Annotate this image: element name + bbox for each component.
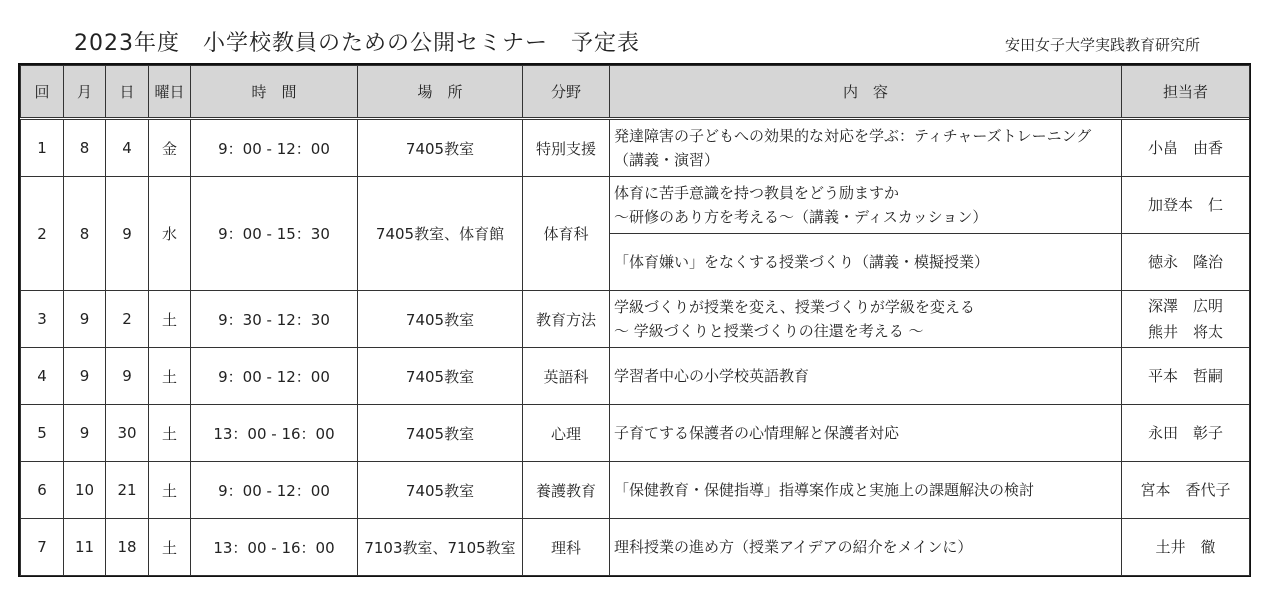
cell-content: 理科授業の進め方（授業アイデアの紹介をメインに）: [610, 519, 1122, 576]
cell-content: 発達障害の子どもへの効果的な対応を学ぶ：ティチャーズトレーニング（講義・演習）: [610, 119, 1122, 177]
cell-month: 8: [64, 119, 106, 177]
cell-day: 18: [106, 519, 149, 576]
content-line: 体育に苦手意識を持つ教員をどう励ますか: [614, 184, 900, 202]
table-row: [21, 348, 1250, 405]
cell-content: 子育てする保護者の心情理解と保護者対応: [610, 405, 1122, 462]
col-header-time: 時 間: [191, 66, 358, 119]
cell-field: 理科: [523, 519, 610, 576]
cell-content: [610, 291, 1122, 348]
cell-weekday: 土: [149, 462, 191, 519]
cell-content: 「体育嫌い」をなくする授業づくり（講義・模擬授業）: [610, 234, 1122, 291]
cell-day: 9: [106, 177, 149, 291]
table-row: [21, 119, 1250, 177]
cell-no: 2: [21, 177, 64, 291]
cell-time: 9：00 - 15：30: [191, 177, 358, 291]
cell-time: 9：30 - 12：30: [191, 291, 358, 348]
col-header-weekday: 曜日: [149, 66, 191, 119]
cell-person: 平本 哲嗣: [1122, 348, 1250, 405]
col-header-person: 担当者: [1122, 66, 1250, 119]
cell-no: 1: [21, 119, 64, 177]
cell-place: 7405教室: [358, 291, 523, 348]
person-line: 深澤 広明: [1147, 297, 1223, 315]
table-row: [21, 462, 1250, 519]
cell-field: 養護教育: [523, 462, 610, 519]
cell-no: 6: [21, 462, 64, 519]
content-line: ～ 学級づくりと授業づくりの往還を考える ～: [614, 322, 924, 340]
cell-field: 体育科: [523, 177, 610, 291]
cell-field: 英語科: [523, 348, 610, 405]
cell-field: 心理: [523, 405, 610, 462]
organization-name: 安田女子大学実践教育研究所: [1004, 36, 1200, 54]
cell-place: 7405教室: [358, 119, 523, 177]
col-header-place: 場 所: [358, 66, 523, 119]
col-header-month: 月: [64, 66, 106, 119]
cell-person: 土井 徹: [1122, 519, 1250, 576]
cell-person: 加登本 仁: [1122, 177, 1250, 234]
cell-time: 13：00 - 16：00: [191, 405, 358, 462]
cell-content: [610, 177, 1122, 234]
schedule-table: [20, 65, 1250, 576]
table-row: [21, 291, 1250, 348]
cell-field: 特別支援: [523, 119, 610, 177]
cell-weekday: 土: [149, 519, 191, 576]
cell-time: 9：00 - 12：00: [191, 119, 358, 177]
content-line: 学級づくりが授業を変え、授業づくりが学級を変える: [614, 298, 975, 316]
cell-person: [1122, 291, 1250, 348]
cell-month: 9: [64, 291, 106, 348]
cell-person: 小畠 由香: [1122, 119, 1250, 177]
cell-time: 9：00 - 12：00: [191, 348, 358, 405]
content-line: ～研修のあり方を考える～（講義・ディスカッション）: [614, 208, 988, 226]
cell-month: 11: [64, 519, 106, 576]
cell-no: 3: [21, 291, 64, 348]
col-header-day: 日: [106, 66, 149, 119]
cell-day: 2: [106, 291, 149, 348]
cell-no: 5: [21, 405, 64, 462]
cell-day: 30: [106, 405, 149, 462]
person-line: 熊井 将太: [1147, 323, 1223, 341]
cell-place: 7103教室、7105教室: [358, 519, 523, 576]
page-title: 2023年度 小学校教員のための公開セミナー 予定表: [74, 31, 640, 56]
table-row: [21, 519, 1250, 576]
cell-no: 7: [21, 519, 64, 576]
col-header-content: 内 容: [610, 66, 1122, 119]
cell-person: 永田 彰子: [1122, 405, 1250, 462]
col-header-no: 回: [21, 66, 64, 119]
cell-person: 徳永 隆治: [1122, 234, 1250, 291]
cell-month: 10: [64, 462, 106, 519]
cell-day: 4: [106, 119, 149, 177]
cell-place: 7405教室: [358, 348, 523, 405]
cell-month: 9: [64, 405, 106, 462]
cell-month: 9: [64, 348, 106, 405]
col-header-field: 分野: [523, 66, 610, 119]
cell-weekday: 金: [149, 119, 191, 177]
cell-place: 7405教室、体育館: [358, 177, 523, 291]
cell-day: 9: [106, 348, 149, 405]
cell-weekday: 土: [149, 405, 191, 462]
cell-weekday: 土: [149, 348, 191, 405]
cell-field: 教育方法: [523, 291, 610, 348]
cell-weekday: 水: [149, 177, 191, 291]
cell-weekday: 土: [149, 291, 191, 348]
cell-day: 21: [106, 462, 149, 519]
cell-content: 「保健教育・保健指導」指導案作成と実施上の課題解決の検討: [610, 462, 1122, 519]
cell-place: 7405教室: [358, 462, 523, 519]
header-row: [21, 66, 1250, 119]
cell-month: 8: [64, 177, 106, 291]
table-row: [21, 177, 1250, 234]
cell-person: 宮本 香代子: [1122, 462, 1250, 519]
cell-time: 9：00 - 12：00: [191, 462, 358, 519]
cell-no: 4: [21, 348, 64, 405]
cell-content: 学習者中心の小学校英語教育: [610, 348, 1122, 405]
table-row: [21, 405, 1250, 462]
cell-time: 13：00 - 16：00: [191, 519, 358, 576]
cell-place: 7405教室: [358, 405, 523, 462]
